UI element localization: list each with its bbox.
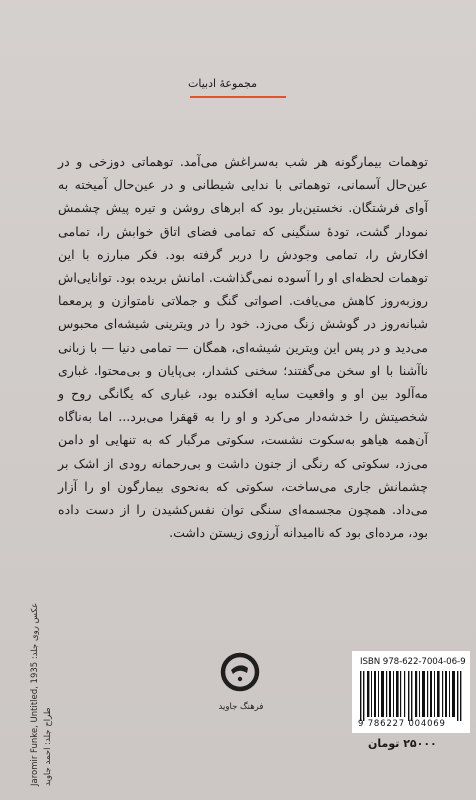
cover-credits bbox=[30, 602, 54, 786]
cover-art-credit: Jaromir Funke, Untitled, 1935 :عکس روی جلد bbox=[30, 602, 40, 786]
isbn-barcode bbox=[352, 651, 470, 733]
publisher-name: فرهنگ جاوید bbox=[218, 702, 264, 712]
publisher-logo-icon bbox=[220, 650, 260, 706]
blurb-paragraph: توهمات بیمارگونه هر شب به‌سراغش می‌آمد. توهماتی دوزخی و در عین‌حال آسمانی، توهماتی با ندایی شیطانی و در عین‌حال آمیخته به آوای فرشتگان. نخستین‌بار بود که ابرهای روشن و تیره پیش چشمش نمودار گشت، تودهٔ سنگینی که تمامی فضای اتاق خوابش را، تمامی افکارش را، تمامی وجودش را دربر گرفته بود. فکر مبارزه با این توهمات لحظه‌ای او را آسوده نمی‌گذاشت. امانش بریده بود. توانایی‌اش روزبه‌روز کاهش می‌یافت. اصواتی گنگ و جملاتی نامتوازن و پرمعما شبانه‌روز در گوشش زنگ می‌زد. خود را در ویترینی شیشه‌ای محبوس می‌دید و در پس این ویترین شیشه‌ای، همگان — تمامی دنیا — با زبانی ناآشنا با او سخن می‌گفتند؛ سخنی کشدار، بی‌پایان و بی‌محتوا. غباری مه‌آلود بین او و واقعیت سایه افکنده بود، غباری که یگانگی روح و شخصیتش را خدشه‌دار می‌کرد و او را به قهقرا می‌برد... اما به‌ناگاه آن‌همه هیاهو به‌سکوت نشست، سکوتی مرگبار که به تنهایی او دامن می‌زد، سکوتی که رنگی از جنون داشت و بی‌رحمانه رودی از اشک بر چشمانش جاری می‌ساخت، سکوتی که به‌نحوی بیمارگون او را آزار می‌داد. همچون مجسمه‌ای سنگی توان نفس‌کشیدن را از دست داده بود، مرده‌ای بود که ناامیدانه آرزوی زیستن داشت. bbox=[58, 154, 428, 541]
series-accent-rule bbox=[190, 96, 286, 98]
isbn-number: ISBN 978-622-7004-06-9 bbox=[360, 657, 466, 667]
barcode-icon bbox=[358, 671, 466, 721]
series-label: مجموعهٔ ادبیات bbox=[188, 77, 258, 90]
designer-credit: طراح جلد: احمد جاوید bbox=[43, 707, 53, 786]
blurb-text bbox=[58, 150, 428, 544]
barcode-digits: 9 786227 004069 bbox=[358, 719, 446, 729]
price-label: ۲۵۰۰۰ تومان bbox=[368, 737, 437, 750]
